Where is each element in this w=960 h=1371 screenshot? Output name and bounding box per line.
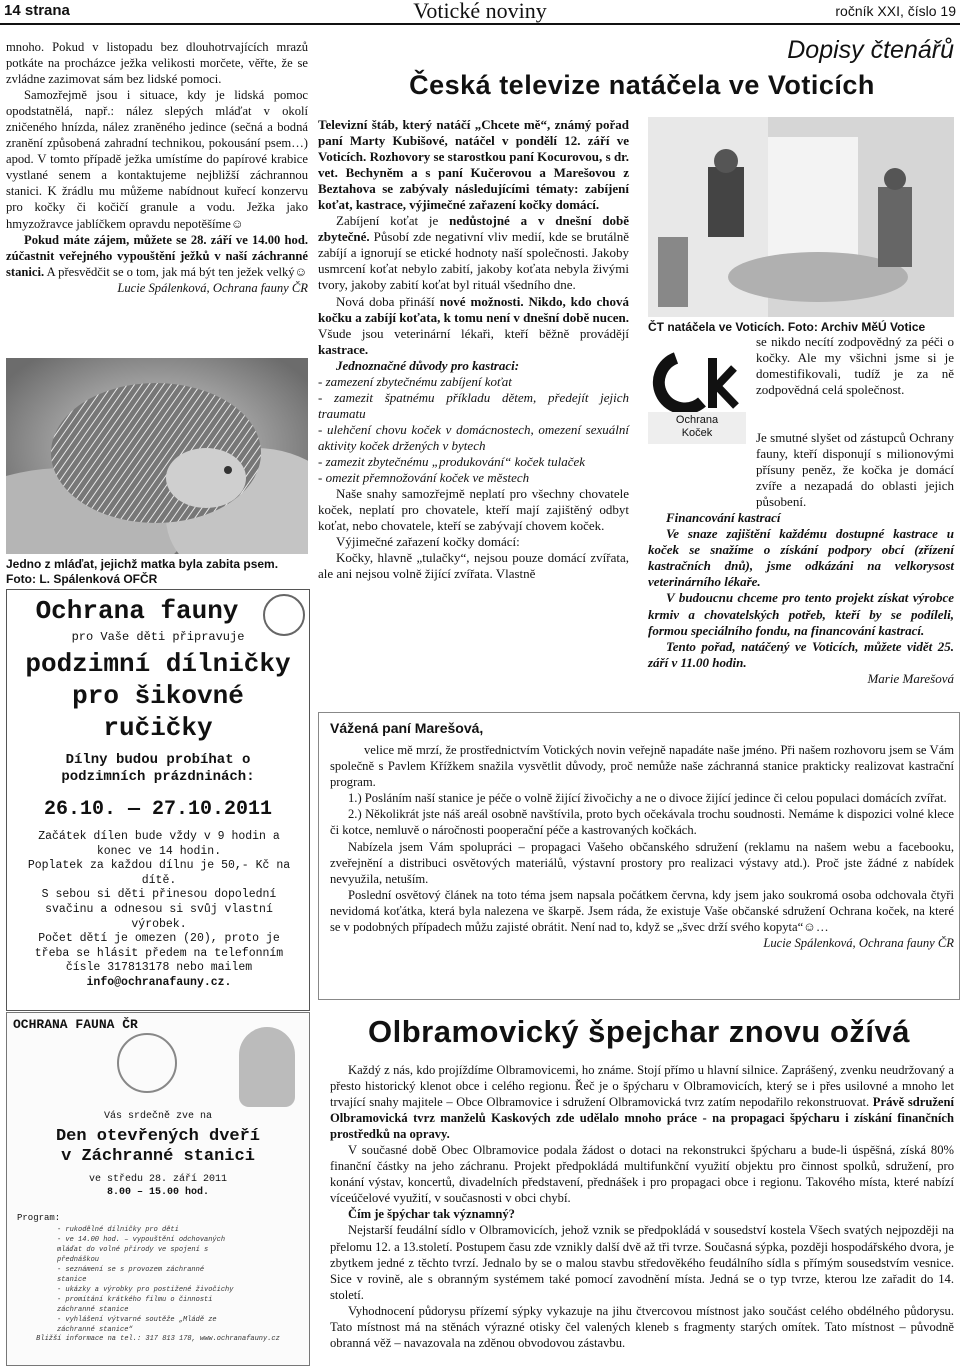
tv-fin2: V budoucnu chceme pro tento projekt získat výrobce krmiv a chovatelských potřeb, kteří by se podíleli, formou speciálního fondu, na financování kastrací. <box>648 590 954 638</box>
hedgehog-p2: Samozřejmě jsou i situace, kdy je lidská pomoc opodstatnělá, např.: nález slepých mláďat v okolí zničeného hnízda, nález zraněného jedince (sečná a bodná zranění způsobená zahradní technikou, pokousání psem…) apod. V tomto případě ježka umístíme do papírové krabice vystlané senem a kontaktujeme nejbližší záchrannou stanici. K žrádlu mu můžeme nabídnout kuřecí konzervu pro kočky či kočičí granule a vodu. Ježka jako hmyzožravce jablíčkem opravdu nepotěšíme☺ <box>6 88 308 231</box>
tv-filming-photo <box>648 117 954 317</box>
tv-fin3: Tento pořad, natáčený ve Voticích, můžete vidět 25. září v 11.00 hodin. <box>648 638 954 670</box>
letter-p2: 2.) Několikrát jste náš areál osobně navštívila, proto bych očekávala trochu soudnosti. Nemáme k dispozici volné klece či kotce, nemluvě o náročnosti pooperační péče a kastrovaných kočkách. <box>330 807 954 838</box>
poster1-headline3: ručičky <box>103 713 213 743</box>
tv-article-column2-top <box>756 334 954 398</box>
olbramovice-article <box>330 1062 954 1351</box>
poster2-time: 8.00 – 15.00 hod. <box>106 1187 210 1198</box>
workshop-poster <box>6 589 310 1011</box>
header-rule <box>0 23 960 25</box>
poster2-program-label: Program: <box>17 1213 61 1223</box>
poster2-program-list <box>57 1225 237 1335</box>
poster2-when <box>7 1173 309 1199</box>
logo-text1: Ochrana <box>675 414 719 426</box>
tv-fin1: Ve snaze zajištění každému dostupné kastrace u koček se snažíme o získání podpory obcí (zřízení kastračních dnů), jsme odkázáni na velkorysost veterinárního lékaře. <box>648 526 954 590</box>
poster2-org: OCHRANA FAUNA ČR <box>13 1017 138 1032</box>
hedgehog-p3-bold: Pokud máte zájem, můžete se 28. září ve 14.00 hod. zúčastnit veřejného vypouštění ježků v naší záchranné stanici. <box>6 232 308 279</box>
tv-p2-c: Všude jsou veterinární lékaři, kteří běžně provádějí <box>318 325 629 341</box>
poster1-body3: S sebou si děti přinesou dopolední svačinu a odnesou si svůj vlastní výrobek. <box>41 888 277 931</box>
tv-reason: - zamezit špatnému příkladu dětem, předejít jejich traumatu <box>318 389 629 421</box>
hedgehog-image <box>6 358 308 554</box>
issue-label: ročník XXI, číslo 19 <box>835 3 956 19</box>
olb-p1 <box>330 1062 954 1142</box>
ochrana-kocek-logo <box>648 340 746 444</box>
tv-p4: Výjimečné zařazení kočky domácí: <box>336 534 520 550</box>
poster2-program-item: - ve 14.00 hod. – vypouštění odchovaných mláďat do volné přírody ve spojení s přednáškou <box>57 1236 226 1264</box>
tv-p2 <box>318 294 629 358</box>
tv-p1-c: Působí zde negativní vliv medií, kde se brutálně zabíjí a ignorují se etické hodnoty naší společnosti. Jakoby usmrcení koťat nebylo zabití, jakoby koťata nebyla živými tvory, jakoby zabití koťat byl rituál všedního dne. <box>318 229 629 293</box>
ochrana-fauny-seal-icon <box>117 1033 177 1093</box>
poster1-headline <box>7 648 309 744</box>
tv-reason: - ulehčení chovu koček v domácnostech, omezení sexuální aktivity koček držených v bytech <box>318 421 629 453</box>
hedgehog-photo <box>6 358 308 554</box>
poster1-body4: Počet dětí je omezen (20), proto je třeba se hlásit předem na telefonním čísle 317813178 nebo mailem <box>34 932 284 975</box>
poster1-headline2: pro šikovné <box>72 681 244 711</box>
poster2-program-item: - promítání krátkého filmu o činnosti záchranné stanice <box>57 1296 213 1314</box>
logo-text2: Koček <box>681 427 713 439</box>
tv-p1-a: Zabíjení koťat je <box>336 213 450 229</box>
article-headline: Česká televize natáčela ve Voticích <box>409 70 875 100</box>
letter-salutation: Vážená paní Marešová, <box>330 720 484 736</box>
tv-p2-a: Nová doba přináší <box>336 293 440 309</box>
poster1-line2: podzimních prázdninách: <box>61 769 255 785</box>
poster2-program-item: - ukázky a výrobky pro postižené živočichy <box>57 1286 234 1294</box>
olb-p5: Vyhodnocení půdorysu přízemí sýpky vykazuje na jihu čtvercovou místnost jako součást celého obdélného půdorysu. Tato místnost má na stěnách výrazné otisky čel valených kleneb s fragmenty starých omítek. Tato místnost – původně obranná věž – navazovala na zděnou obvodovou zástavbu. <box>330 1303 954 1350</box>
page-number: 14 strana <box>4 2 70 19</box>
tv-p1 <box>318 213 629 293</box>
tv-reason: - zamezit zbytečnému „produkování“ koček tulaček <box>318 453 586 469</box>
poster1-line1: Dílny budou probíhat o <box>65 752 251 768</box>
poster1-email: info@ochranafauny.cz. <box>86 975 232 989</box>
tv-p5: Kočky, hlavně „tulačky“, nejsou pouze domácí zvířata, ale ani nejsou volně žijící zvířata. Vlastně <box>318 550 629 582</box>
letter-p1: 1.) Posláním naší stanice je péče o volně žijící živočichy a ne o divoce žijící jedince či celou populaci domácích zvířat. <box>348 791 947 806</box>
tv-reason: - omezit přemnožování koček ve městech <box>318 470 530 486</box>
poster1-subtitle: pro Vaše děti připravuje <box>71 630 245 644</box>
hedgehog-p3 <box>6 232 308 280</box>
tv-signature: Marie Marešová <box>867 670 954 686</box>
hedgehog-p1: mnoho. Pokud v listopadu bez dlouhotrvajících mrazů potkáte na procházce ježka velikosti morčete, věřte, že se zvládne zazimovat sám bez lidské pomoci. <box>6 40 308 87</box>
olb-p1-b: Právě sdružení Olbramovická tvrz manželů Kaskových zde udělalo mnoho práce - na propagaci špýcharu i získání finančních prostředků na opravy. <box>330 1095 955 1142</box>
poster1-lines <box>7 752 309 786</box>
hedgehog-signature: Lucie Spálenková, Ochrana fauny ČR <box>117 280 308 295</box>
newspaper-title: Votické noviny <box>413 0 547 23</box>
letter-p4: Poslední osvětový článek na toto téma jsem napsala počátkem června, kdy jsem jako soukromá osoba odchovala čtyři nevidomá koťátka, která byla nalezena ve škarpě. Jsem ráda, že existuje Vaše občanské sdružení Ochrana koček, na které se v podobných případech můžu zajisté obrátit. Není nad to, když se „švec drží svého kopyta“☺… <box>330 887 954 935</box>
hedgehog-article <box>6 39 308 296</box>
poster1-headline1: podzimní dílničky <box>25 649 291 679</box>
poster2-program-item: - rukodělné dílničky pro děti <box>57 1226 179 1234</box>
letter-p3: Nabízela jsem Vám spolupráci – propagaci Vašeho občanského sdružení (reklamu na našem webu a facebooku, zveřejnění a distribuci osvětových materiálů, výstavní prostory pro realizaci výstavy atd.). Proč jste žádné z nabídek nevyužila, netuším. <box>330 839 954 886</box>
poster2-headline <box>7 1127 309 1167</box>
tv-p2-b: nové možnosti. Nikdo, kdo chová kočku a zabíjí koťata, k tomu není v dnešní době nucen. <box>318 293 630 325</box>
open-day-poster <box>6 1012 310 1366</box>
owl-icon <box>239 1027 295 1107</box>
tv-p2-d: kastrace. <box>318 341 369 357</box>
olb-p3: Čím je špýchar tak významný? <box>348 1207 515 1222</box>
tv-p3: Naše snahy samozřejmě neplatí pro všechny chovatele koček, neplatí pro chovatele, kteří mají zajištěný odbyt koťat, nebo chovatele, kteří se zabývají chovem koček. <box>318 486 629 534</box>
poster1-body <box>21 830 297 991</box>
tv-fin-title: Financování kastrací <box>666 510 781 526</box>
section-title: Dopisy čtenářů <box>787 36 954 64</box>
tv-article-column2 <box>648 430 954 687</box>
poster2-greeting: Vás srdečně zve na <box>103 1111 213 1122</box>
tv-reason: - zamezení zbytečnému zabíjení koťat <box>318 373 512 389</box>
tv-c2: Je smutné slyšet od zástupců Ochrany fauny, kteří disponují s milionovými přísuny peněz, že kočka je domácí zvíře a nezapadá do oblasti jejich působení. <box>756 430 954 510</box>
letter-signature: Lucie Spálenková, Ochrana fauny ČR <box>763 936 954 951</box>
letter-p0: velice mě mrzí, že prostřednictvím Votických novin veřejně napadáte naše jméno. Při našem rozhovoru jsem se Vám společně s Pavlem Křížkem snažila vysvětlit důvody, proč nemůže naše záchranná stanice prakticky realizovat kastrační program. <box>330 743 954 790</box>
poster2-program-item: - seznámení se s provozem záchranné stanice <box>57 1266 205 1284</box>
poster2-headline2: v Záchranné stanici <box>61 1147 255 1166</box>
olb-p4: Nejstarší feudální sídlo v Olbramovicích, jehož vznik se předpokládá v sousedství kostela Všech svatých nejpozději na přelomu 12. a 13.století. Postupem času zde vznikly další dvě až tři tvrze. Současná sýpka, později hospodářského dvora, je zbytkem jedné z těchto tvrzí. Jednalo by se o malou stavbu středověkého feudálního sídla s přímým sousedstvím vesnice. Sice v rovině, ale s obranným systémem také pomocí zavodnění místa. Jedná se o typ tvrze, kterou lze zařadit do 14. století. <box>330 1223 954 1302</box>
olb-p2: V současné době Obec Olbramovice podala žádost o dotaci na rekonstrukci špýcharu a bude-li úspěšná, získá 80% finanční částky na jeho záchranu. Projekt předpokládá multifunkční využití objektu pro činnost spolků, sdružení, pro konání výstav, koncertů, divadelních představení, přednášek i pro propagaci obce i regionu. Takového místa, které nabízí víceúčelové využití, v současnosti v obci chybí. <box>330 1143 954 1206</box>
poster2-footer: Bližší informace na tel.: 317 813 178, www.ochranafauny.cz <box>36 1335 280 1343</box>
olbramovice-headline: Olbramovický špejchar znovu ožívá <box>368 1014 910 1049</box>
hedgehog-p3-rest: A přesvědčit se o tom, jak má být ten ježek velký☺ <box>44 264 308 279</box>
poster2-date: ve středu 28. září 2011 <box>88 1174 228 1185</box>
poster2-headline1: Den otevřených dveří <box>55 1127 261 1146</box>
poster1-body1: Začátek dílen bude vždy v 9 hodin a konec ve 14 hodin. <box>38 830 280 858</box>
tv-lead: Televizní štáb, který natáčí „Chcete mě“, známý pořad paní Marty Kubišové, natáčel v pondělí 12. září ve Voticích. Rozhovory se starostkou paní Kocurovou, s dr. vet. Bechyněm a s paní Kučerovou a Marešovou z Beztahova se zabývaly následujícími tématy: zabíjení koťat, kastrace, výjimečné zařazení kočky domácí. <box>318 117 629 213</box>
hedgehog-caption: Jedno z mláďat, jejichž matka byla zabita psem. Foto: L. Spálenková OFČR <box>6 557 279 586</box>
tv-c1: se nikdo necítí zodpovědný za péči o kočky. Ale my všichni jsme si je domestifikovali, tudíž je za ně zodpovědná celá společnost. <box>756 334 954 398</box>
tv-filming-image <box>648 117 954 317</box>
letter-body <box>330 742 954 951</box>
tv-p1-b: nedůstojné a v dnešní době zbytečné. <box>318 213 630 245</box>
poster2-program-item: - vyhlášení výtvarné soutěže „Mládě ze záchranné stanice“ <box>57 1316 217 1334</box>
poster1-dates: 26.10. — 27.10.2011 <box>43 798 273 821</box>
tv-photo-caption: ČT natáčela ve Voticích. Foto: Archiv MěÚ Votice <box>648 320 926 334</box>
tv-reasons-title: Jednoznačné důvody pro kastraci: <box>336 357 520 373</box>
tv-article-column1 <box>318 117 629 582</box>
poster1-body2: Poplatek za každou dílnu je 50,- Kč na dítě. <box>27 859 291 887</box>
poster1-title: Ochrana fauny <box>35 596 239 626</box>
olb-p1-a: Každý z nás, kdo projíždíme Olbramovicemi, ho známe. Stojí přímo u hlavní silnice. Zaprášený, zvenku neudržovaný a přesto historický klenot obce i celého regionu. Řeč je o špýcharu v Olbramovicích, který se i přes usilovné a mnoho let trvající snahy majitele – Obce Olbramovice i sdružení Olbramovická tvrz zatím nepodařilo rekonstruovat. <box>330 1063 954 1110</box>
